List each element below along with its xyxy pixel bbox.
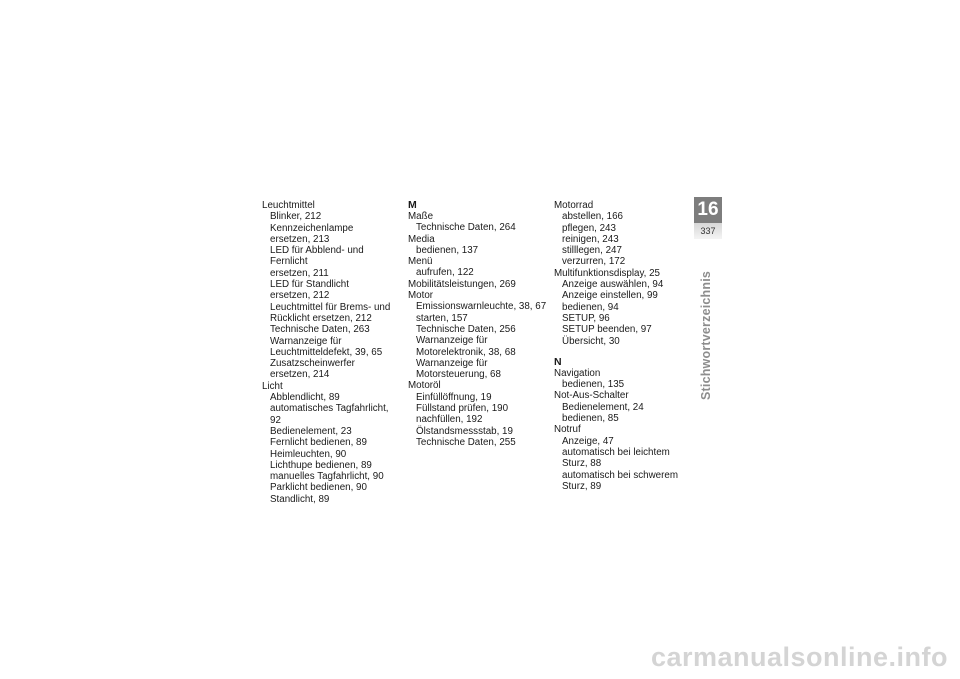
index-subentry: Leuchtmittel für Brems- und — [270, 301, 391, 313]
index-subentry: Bedienelement, 23 — [270, 425, 352, 437]
index-subentry: bedienen, 135 — [562, 379, 625, 391]
chapter-tab — [694, 197, 722, 239]
index-subentry: Heimleuchten, 90 — [270, 448, 347, 460]
index-term: Motor — [408, 290, 434, 302]
index-subentry: LED für Standlicht — [270, 279, 349, 291]
index-subentry: automatisch bei schwerem — [562, 469, 678, 481]
section-letter-m: M — [408, 199, 417, 211]
index-subentry: Bedienelement, 24 — [562, 401, 644, 413]
index-subentry: manuelles Tagfahrlicht, 90 — [270, 471, 384, 483]
index-entry — [554, 390, 694, 424]
index-subentry: SETUP beenden, 97 — [562, 324, 652, 336]
index-subentry: Füllstand prüfen, 190 — [416, 403, 509, 415]
page-number: 337 — [694, 223, 722, 239]
index-subentry: abstellen, 166 — [562, 211, 624, 223]
index-column-3-entries-b — [554, 368, 694, 492]
index-term: Navigation — [554, 367, 601, 379]
index-subentry: Rücklicht ersetzen, 212 — [270, 312, 372, 324]
index-subentry: Leuchtmitteldefekt, 39, 65 — [270, 346, 383, 358]
index-entry — [554, 268, 694, 347]
index-subentry: bedienen, 85 — [562, 413, 619, 425]
index-subentry: automatisch bei leichtem — [562, 446, 670, 458]
index-term: Maße — [408, 211, 434, 222]
index-term: Not-Aus-Schalter — [554, 390, 629, 402]
index-subentry: Parklicht bedienen, 90 — [270, 482, 367, 494]
index-subentry: LED für Abblend- und Fernlicht — [270, 245, 364, 268]
index-subentry: verzurren, 172 — [562, 256, 626, 268]
index-entry — [408, 290, 548, 380]
index-entry — [408, 234, 548, 257]
index-subentry: pflegen, 243 — [562, 222, 616, 234]
index-term: Licht — [262, 380, 283, 392]
index-entry — [554, 424, 694, 492]
index-term: Multifunktionsdisplay, 25 — [554, 267, 661, 279]
index-subentry: Warnanzeige für — [416, 357, 488, 369]
index-column-2-entries — [408, 211, 548, 448]
index-term: Notruf — [554, 424, 581, 436]
index-subentry: Zusatzscheinwerfer — [270, 358, 355, 370]
index-entry — [408, 256, 548, 279]
index-entry — [408, 211, 548, 234]
index-subentry: stilllegen, 247 — [562, 245, 622, 257]
watermark: carmanualsonline.info — [650, 642, 948, 672]
index-entry — [408, 380, 548, 448]
index-subentry: ersetzen, 213 — [270, 233, 330, 245]
index-entry — [262, 200, 402, 381]
index-entry — [554, 200, 694, 268]
index-subentry: reinigen, 243 — [562, 233, 619, 245]
index-term: Mobilitätsleistungen, 269 — [408, 278, 516, 290]
index-term: Menü — [408, 256, 433, 268]
index-subentry: SETUP, 96 — [562, 312, 610, 324]
index-subentry: aufrufen, 122 — [416, 267, 474, 279]
index-subentry: Sturz, 89 — [562, 480, 602, 492]
index-subentry: Kennzeichenlampe — [270, 222, 354, 234]
index-subentry: Abblendlicht, 89 — [270, 392, 340, 404]
index-subentry: automatisches Tagfahrlicht, 92 — [270, 403, 389, 426]
index-subentry: Warnanzeige für — [416, 335, 488, 347]
index-subentry: starten, 157 — [416, 312, 468, 324]
index-subentry: Anzeige einstellen, 99 — [562, 290, 658, 302]
index-subentry: Technische Daten, 264 — [416, 222, 516, 234]
index-subentry: Emissionswarnleuchte, 38, 67 — [416, 301, 547, 313]
index-subentry: Lichthupe bedienen, 89 — [270, 459, 372, 471]
index-column-1 — [262, 200, 402, 505]
index-subentry: bedienen, 94 — [562, 301, 619, 313]
index-subentry: Standlicht, 89 — [270, 493, 330, 505]
index-subentry: Ölstandsmessstab, 19 — [416, 425, 513, 437]
index-subentry: Technische Daten, 255 — [416, 436, 516, 448]
index-subentry: ersetzen, 212 — [270, 290, 330, 302]
index-column-2 — [408, 200, 548, 448]
index-entry — [408, 279, 548, 290]
index-term: Motoröl — [408, 380, 441, 392]
index-subentry: Einfüllöffnung, 19 — [416, 391, 492, 403]
index-subentry: bedienen, 137 — [416, 244, 479, 256]
index-term: Media — [408, 233, 435, 245]
index-column-3 — [554, 200, 694, 492]
index-term: Motorrad — [554, 200, 594, 211]
index-entry — [262, 381, 402, 505]
index-subentry: Motorsteuerung, 68 — [416, 369, 501, 381]
index-subentry: Fernlicht bedienen, 89 — [270, 437, 367, 449]
index-subentry: Motorelektronik, 38, 68 — [416, 346, 516, 358]
index-subentry: Anzeige auswählen, 94 — [562, 279, 664, 291]
index-subentry: Warnanzeige für — [270, 335, 342, 347]
chapter-number: 16 — [694, 197, 722, 223]
index-term: Leuchtmittel — [262, 200, 315, 211]
index-entry — [554, 368, 694, 391]
index-subentry: ersetzen, 214 — [270, 369, 330, 381]
index-column-3-entries-a — [554, 200, 694, 347]
index-subentry: Sturz, 88 — [562, 458, 602, 470]
index-subentry: Anzeige, 47 — [562, 435, 614, 447]
index-subentry: Blinker, 212 — [270, 211, 322, 223]
section-letter-n: N — [554, 355, 562, 368]
index-subentry: Technische Daten, 263 — [270, 324, 370, 336]
index-subentry: nachfüllen, 192 — [416, 414, 483, 426]
index-subentry: ersetzen, 211 — [270, 267, 329, 279]
index-subentry: Technische Daten, 256 — [416, 323, 516, 335]
chapter-title: Stichwortverzeichnis — [699, 270, 713, 400]
index-subentry: Übersicht, 30 — [562, 335, 620, 347]
